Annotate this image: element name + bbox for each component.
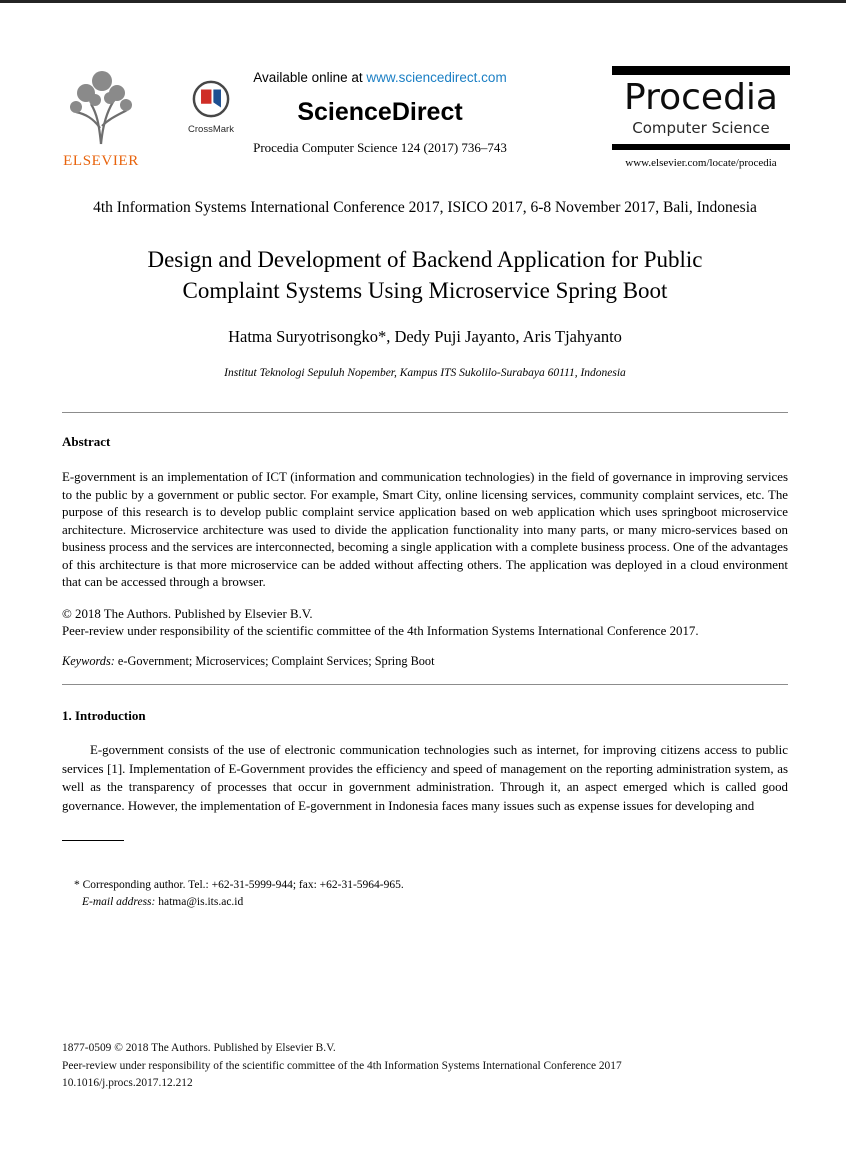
sciencedirect-link[interactable]: www.sciencedirect.com: [366, 70, 507, 85]
email-value: hatma@is.its.ac.id: [155, 895, 244, 908]
paper-title: Design and Development of Backend Application for Public Complaint Systems Using Microservice Spring Boot: [147, 246, 703, 303]
email-label: E-mail address:: [82, 895, 156, 908]
introduction-heading: 1. Introduction: [62, 707, 146, 723]
page-footer: [62, 1040, 622, 1093]
available-online-line: [172, 70, 588, 85]
page-top-border: [0, 0, 846, 3]
keywords-values: e-Government; Microservices; Complaint Services; Spring Boot: [114, 653, 435, 668]
procedia-wordmark: Procedia: [624, 77, 778, 118]
procedia-top-bar: [612, 66, 790, 75]
procedia-masthead: [612, 66, 790, 169]
introduction-paragraph: E-government consists of the use of electronic communication technologies such as internet, for improving citizens access to public services [1]. Implementation of E-Government provides the efficiency and speed of management on the reporting administration system, as well as the transparency of processes that occur in government administration. Through it, an aspect emerged which is called good governance. However, the implementation of E-government in Indonesia faces many issues such as expense issues for developing and: [62, 742, 788, 814]
elsevier-logo: [56, 66, 146, 170]
elsevier-wordmark: ELSEVIER: [63, 153, 139, 169]
issn-copyright-line: 1877-0509 © 2018 The Authors. Published by Elsevier B.V.: [62, 1041, 336, 1054]
abstract-text: E-government is an implementation of ICT (information and communication technologies) in the field of governance in improving services to the public by a government or public sector. For example, Smart City, online licensing services, community complaint services, etc. The purpose of this research is to develop public complaint service application based on web application which uses springboot microservice architecture. Microservice architecture was used to divide the application functionality into many parts, or many micro-services based on business process and the services are interconnected, becoming a single application with a complete business process. One of the advantages of this architecture is that more microservice can be added without affecting others. The application was deployed in a cloud environment that can be accessed through a browser.: [62, 470, 788, 590]
procedia-bottom-bar: [612, 144, 790, 150]
journal-reference: Procedia Computer Science 124 (2017) 736–743: [253, 140, 507, 155]
footnote-separator: [62, 840, 124, 841]
abstract-top-rule: [62, 412, 788, 413]
abstract-bottom-rule: [62, 684, 788, 685]
affiliation-line: Institut Teknologi Sepuluh Nopember, Kampus ITS Sukolilo-Surabaya 60111, Indonesia: [224, 367, 626, 380]
conference-line: 4th Information Systems International Conference 2017, ISICO 2017, 6-8 November 2017, Bali, Indonesia: [93, 199, 757, 216]
corresponding-author-line: * Corresponding author. Tel.: +62-31-5999-944; fax: +62-31-5964-965.: [74, 878, 404, 891]
header-center: [172, 70, 588, 156]
authors-line: Hatma Suryotrisongko*, Dedy Puji Jayanto, Aris Tjahyanto: [228, 327, 622, 347]
sciencedirect-logo: ScienceDirect: [297, 98, 463, 126]
doi-line: 10.1016/j.procs.2017.12.212: [62, 1077, 193, 1090]
footer-peer-review-line: Peer-review under responsibility of the scientific committee of the 4th Information Systems International Conference 2017: [62, 1059, 622, 1072]
email-line: [74, 894, 788, 911]
procedia-subtitle: Computer Science: [632, 119, 770, 138]
copyright-line: © 2018 The Authors. Published by Elsevier B.V.: [62, 606, 313, 621]
article-body: [62, 198, 788, 911]
elsevier-tree-icon: [65, 133, 137, 150]
abstract-heading: Abstract: [62, 434, 111, 450]
keywords-line: [62, 654, 788, 669]
keywords-label: Keywords:: [62, 653, 115, 668]
peer-review-line: Peer-review under responsibility of the scientific committee of the 4th Information Systems International Conference 2017.: [62, 623, 699, 638]
footnote-block: [62, 877, 788, 912]
procedia-url-link[interactable]: www.elsevier.com/locate/procedia: [625, 157, 777, 170]
available-online-label: Available online at: [253, 70, 367, 85]
crossmark-label: CrossMark: [188, 124, 234, 135]
